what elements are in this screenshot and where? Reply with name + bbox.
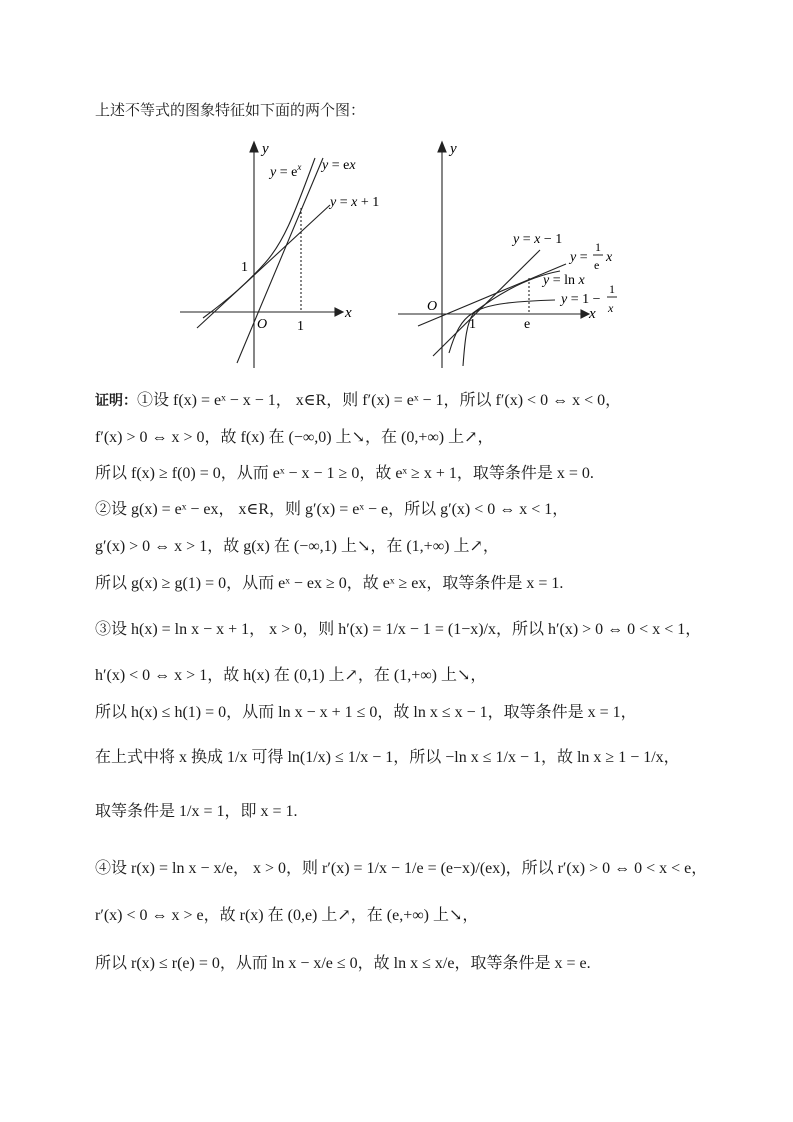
- label-x-minus-1: y = x − 1: [513, 232, 563, 247]
- proof-4-line-3: 所以 r(x) ≤ r(e) = 0，从而 ln x − x/e ≤ 0，故 ln x ≤ x/e，取等条件是 x = e.: [95, 955, 591, 972]
- figure-logarithm-inequalities: [393, 138, 633, 373]
- origin-label: O: [427, 299, 438, 314]
- proof-1-line-2: f′(x) > 0 ⇔ x > 0，故 f(x) 在 (−∞,0) 上↘，在 (0,+∞) 上↗，: [95, 429, 494, 446]
- label-ln-x: y = ln x: [543, 273, 585, 288]
- label-x-plus-1: y = x + 1: [330, 195, 380, 210]
- axis-y-label: y: [450, 141, 457, 157]
- axis-y-label: y: [262, 141, 269, 157]
- proof-3-line-1: ③设 h(x) = ln x − x + 1， x > 0，则 h′(x) = 1/x − 1 = (1−x)/x，所以 h′(x) > 0 ⇔ 0 < x < 1，: [95, 621, 702, 638]
- proof-heading: 证明：: [95, 393, 137, 409]
- label-ex: y = ex: [322, 158, 356, 173]
- label-exp: $y = e^x$: [270, 162, 302, 180]
- frac-den: x: [608, 301, 614, 315]
- axis-x-label: x: [589, 306, 596, 322]
- proof-4-line-2: r′(x) < 0 ⇔ x > e，故 r(x) 在 (0,e) 上↗，在 (e,+∞) 上↘，: [95, 907, 479, 924]
- tick-y-1: 1: [241, 260, 248, 275]
- proof-3-line-4: 在上式中将 x 换成 1/x 可得 ln(1/x) ≤ 1/x − 1，所以 −ln x ≤ 1/x − 1，故 ln x ≥ 1 − 1/x，: [95, 749, 680, 766]
- frac-den: e: [594, 258, 600, 272]
- proof-3-line-3: 所以 h(x) ≤ h(1) = 0，从而 ln x − x + 1 ≤ 0，故 ln x ≤ x − 1，取等条件是 x = 1，: [95, 704, 637, 721]
- proof-2-line-2: g′(x) > 0 ⇔ x > 1，故 g(x) 在 (−∞,1) 上↘，在 (1,+∞) 上↗，: [95, 538, 499, 555]
- proof-3-line-5: 取等条件是 1/x = 1，即 x = 1.: [95, 803, 298, 820]
- frac-x: x: [606, 250, 613, 265]
- proof-3-line-2: h′(x) < 0 ⇔ x > 1，故 h(x) 在 (0,1) 上↗，在 (1,+∞) 上↘，: [95, 667, 487, 684]
- proof-1-line-1: [95, 391, 621, 411]
- frac-num: 1: [595, 240, 601, 254]
- proof-4-line-1: ④设 r(x) = ln x − x/e， x > 0，则 r′(x) = 1/x − 1/e = (e−x)/(ex)，所以 r′(x) > 0 ⇔ 0 < x < e，: [95, 860, 708, 877]
- frac-num: 1: [609, 282, 615, 296]
- tick-x-1: 1: [297, 319, 304, 334]
- label-x-over-e: y =: [570, 250, 588, 265]
- intro-text: 上述不等式的图象特征如下面的两个图：: [95, 101, 366, 119]
- proof-1-line-3: 所以 f(x) ≥ f(0) = 0，从而 eˣ − x − 1 ≥ 0，故 eˣ ≥ x + 1，取等条件是 x = 0.: [95, 465, 594, 482]
- label-1-minus-1-over-x: y = 1 −: [561, 292, 601, 307]
- tick-x-1: 1: [469, 317, 476, 332]
- figure-exponential-inequalities: [175, 138, 395, 373]
- proof-2-line-3: 所以 g(x) ≥ g(1) = 0，从而 eˣ − ex ≥ 0，故 eˣ ≥ ex，取等条件是 x = 1.: [95, 575, 564, 592]
- tick-x-e: e: [524, 317, 531, 332]
- proof-2-line-1: ②设 g(x) = eˣ − ex， x∈R，则 g′(x) = eˣ − e，所以 g′(x) < 0 ⇔ x < 1，: [95, 501, 569, 518]
- proof-text: ①设 f(x) = eˣ − x − 1， x∈R，则 f′(x) = eˣ − 1，所以 f′(x) < 0 ⇔ x < 0，: [137, 392, 622, 409]
- axis-x-label: x: [345, 305, 352, 321]
- origin-label: O: [257, 317, 268, 332]
